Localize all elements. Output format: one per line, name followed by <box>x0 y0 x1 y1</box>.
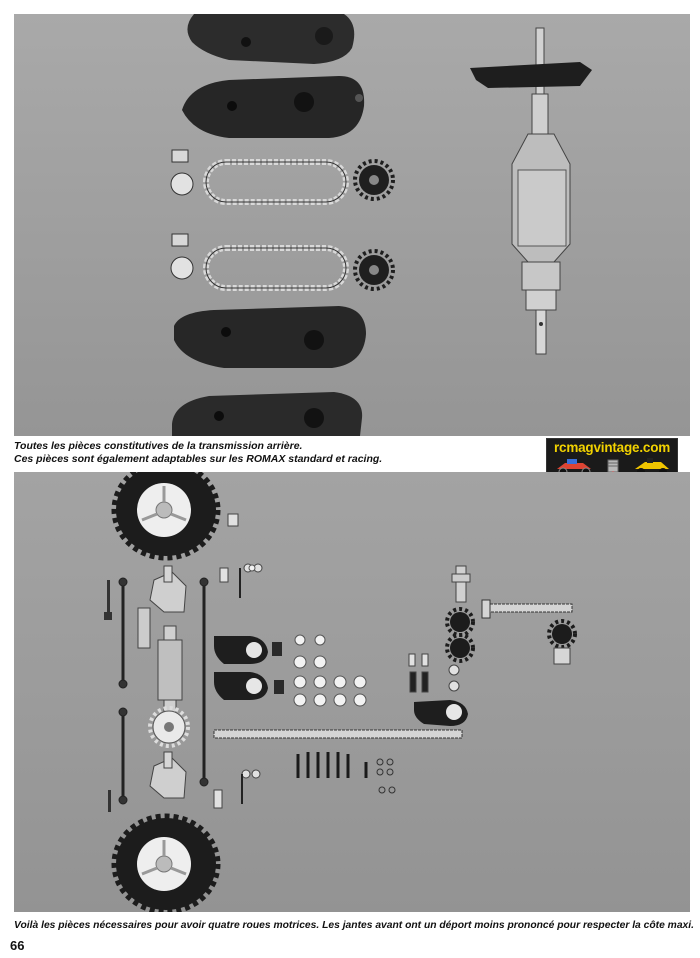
long-drive-chain <box>214 730 462 738</box>
housing-plate-2 <box>182 76 364 138</box>
sprocket-set-2 <box>171 234 393 289</box>
photo-rear-transmission-parts <box>14 14 690 436</box>
small-rings <box>377 759 395 793</box>
front-differential <box>138 608 182 714</box>
idler-sprocket <box>549 621 575 664</box>
caption-top-line-2: Ces pièces sont également adaptables sur les ROMAX standard et racing. <box>14 453 383 465</box>
logo-title: rcmagvintage.com <box>553 440 671 455</box>
page-number: 66 <box>10 938 25 953</box>
caption-bottom: Voilà les pièces nécessaires pour avoir quatre roues motrices. Les jantes avant ont un déport moins prononcé pour respecter la côte maxi. <box>14 920 695 931</box>
housing-plate-3 <box>174 306 366 368</box>
sprocket-set-1 <box>171 150 393 202</box>
wheel-bottom <box>114 816 218 912</box>
misc-small-parts <box>409 654 459 692</box>
four-wheel-drive-illustration <box>14 472 690 912</box>
photo-four-wheel-drive-parts <box>14 472 690 912</box>
short-drive-chain <box>482 600 572 618</box>
rear-transmission-illustration <box>14 14 690 436</box>
rear-sprockets <box>447 566 473 661</box>
wheel-top <box>114 472 218 558</box>
housing-plate-4 <box>172 392 362 436</box>
rear-axle-assembly <box>470 28 592 354</box>
bolt-set <box>298 752 366 778</box>
front-sprocket <box>150 708 188 746</box>
housing-plate-1 <box>187 14 354 64</box>
caption-top <box>14 440 382 466</box>
caption-top-line-1: Toutes les pièces constitutives de la transmission arrière. <box>14 440 303 452</box>
